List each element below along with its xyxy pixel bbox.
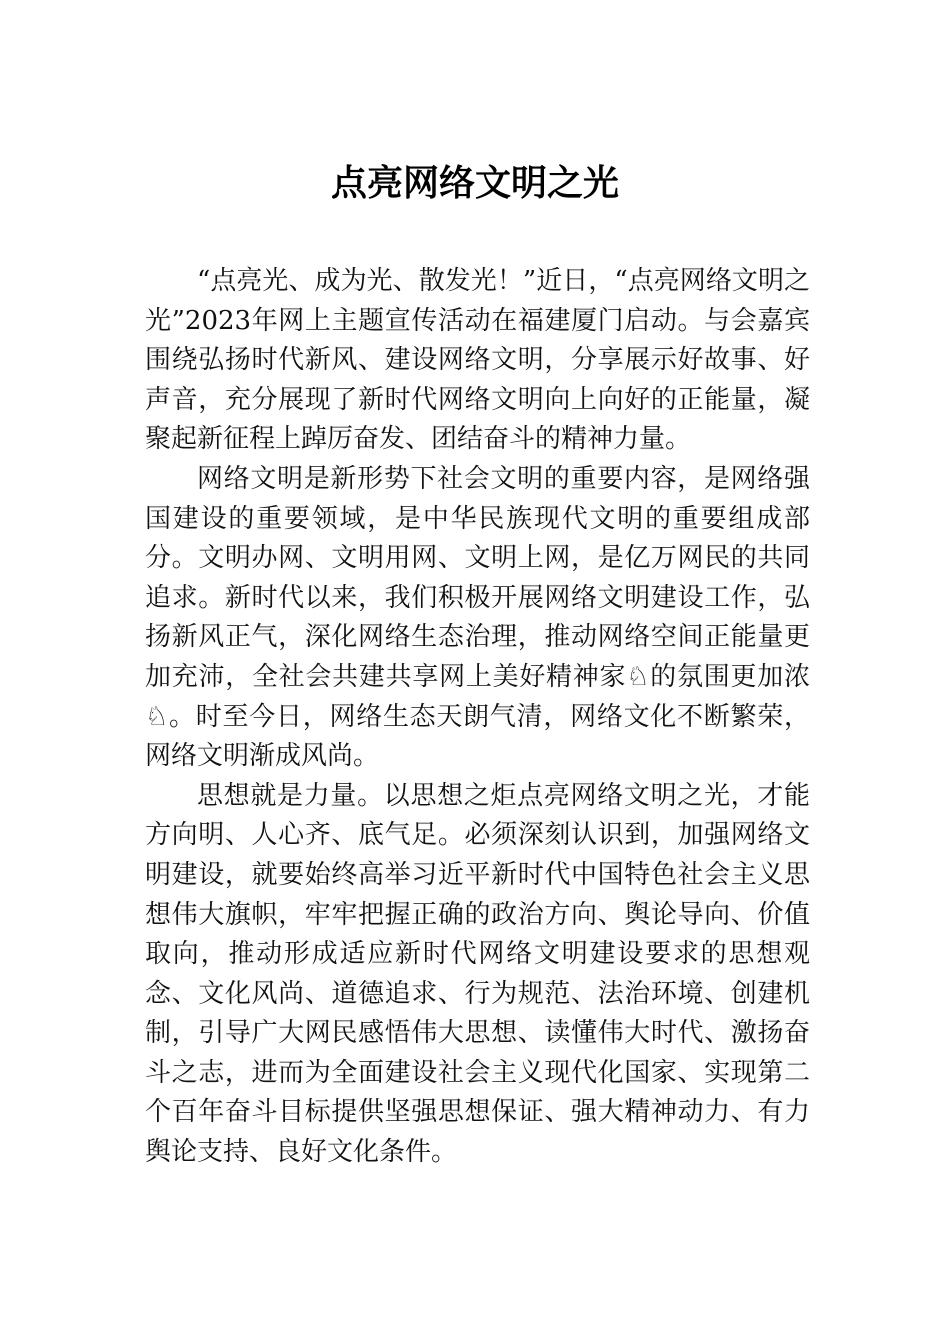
- paragraph-1: “点亮光、成为光、散发光！”近日，“点亮网络文明之光”2023年网上主题宣传活动在福建厦门启动。与会嘉宾围绕弘扬时代新风、建设网络文明，分享展示好故事、好声音，充分展现了新时代网络文明向上向好的正能量，凝聚起新征程上踔厉奋发、团结奋斗的精神力量。: [145, 266, 810, 455]
- document-title: 点亮网络文明之光: [330, 162, 619, 204]
- document-body: [145, 262, 810, 1173]
- paragraph-3: 思想就是力量。以思想之炬点亮网络文明之光，才能方向明、人心齐、底气足。必须深刻认识到，加强网络文明建设，就要始终高举习近平新时代中国特色社会主义思想伟大旗帜，牢牢把握正确的政治方向、舆论导向、价值取向，推动形成适应新时代网络文明建设要求的思想观念、文化风尚、道德追求、行为规范、法治环境、创建机制，引导广大网民感悟伟大思想、读懂伟大时代、激扬奋斗之志，进而为全面建设社会主义现代化国家、实现第二个百年奋斗目标提供坚强思想保证、强大精神动力、有力舆论支持、良好文化条件。: [145, 780, 810, 1168]
- paragraph-2: 网络文明是新形势下社会文明的重要内容，是网络强国建设的重要领域，是中华民族现代文明的重要组成部分。文明办网、文明用网、文明上网，是亿万网民的共同追求。新时代以来，我们积极开展网络文明建设工作，弘扬新风正气，深化网络生态治理，推动网络空间正能量更加充沛，全社会共建共享网上美好精神家♘的氛围更加浓♘。时至今日，网络生态天朗气清，网络文化不断繁荣，网络文明渐成风尚。: [145, 463, 810, 772]
